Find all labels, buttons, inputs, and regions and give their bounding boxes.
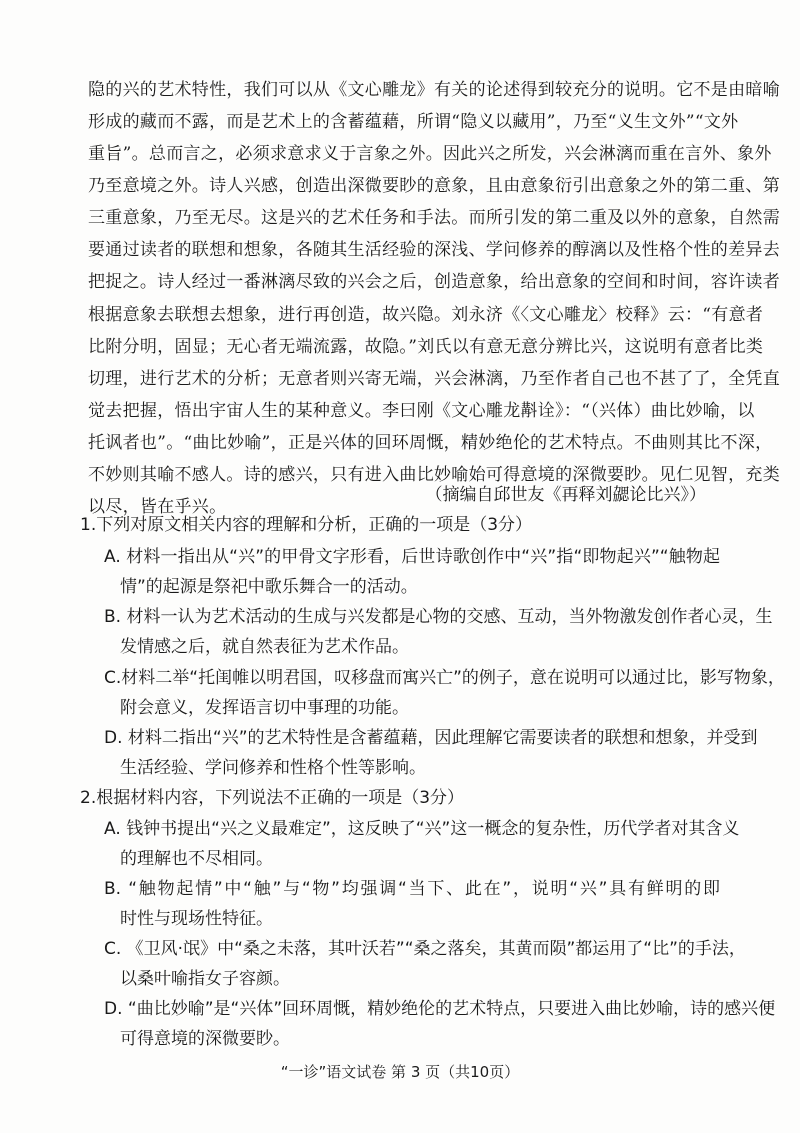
passage-line: 切理，进行艺术的分析；无意者则兴寄无端，兴会淋漓，乃至作者自己也不甚了了，全凭直 [88, 369, 780, 389]
passage-line: 乃至意境之外。诗人兴感，创造出深微要眇的意象，且由意象衍引出意象之外的第二重、第 [88, 176, 780, 196]
question-1-option-c-cont: 附会意义，发挥语言切中事理的功能。 [120, 698, 409, 718]
passage-line: 隐的兴的艺术特性，我们可以从《文心雕龙》有关的论述得到较充分的说明。它不是由暗喻 [88, 80, 780, 100]
question-1-option-a-cont: 情”的起源是祭祀中歌乐舞合一的活动。 [120, 577, 418, 597]
question-2-option-c-cont: 以桑叶喻指女子容颜。 [120, 969, 290, 989]
passage-line: 要通过读者的联想和想象，各随其生活经验的深浅、学问修养的醇漓以及性格个性的差异去 [88, 240, 780, 260]
question-2-option-a: A. 钱钟书提出“兴之义最难定”，这反映了“兴”这一概念的复杂性，历代学者对其含义 [104, 819, 740, 839]
question-1-title: 1.下列对原文相关内容的理解和分析，正确的一项是（3分） [80, 515, 533, 535]
passage-line: 托讽者也”。“曲比妙喻”，正是兴体的回环周慨，精妙绝伦的艺术特点。不曲则其比不深， [88, 433, 773, 453]
passage-line: 把捉之。诗人经过一番淋漓尽致的兴会之后，创造意象，给出意象的空间和时间，容许读者 [88, 272, 780, 292]
question-2-option-b-cont: 时性与现场性特征。 [120, 909, 273, 929]
question-1-option-b: B. 材料一认为艺术活动的生成与兴发都是心物的交感、互动，当外物激发创作者心灵，生 [104, 607, 773, 627]
question-2-title: 2.根据材料内容，下列说法不正确的一项是（3分） [80, 788, 465, 808]
question-2-option-c: C. 《卫风·氓》中“桑之未落，其叶沃若”“桑之落矣，其黄而陨”都运用了“比”的手法， [104, 939, 746, 959]
passage-source: （摘编自邱世友《再释刘勰论比兴》） [425, 485, 706, 505]
question-1-option-b-cont: 发情感之后，就自然表征为艺术作品。 [120, 637, 409, 657]
passage-line: 觉去把握，悟出宇宙人生的某种意义。李曰刚《文心雕龙斠诠》：“（兴体）曲比妙喻，以 [88, 401, 755, 421]
passage-line: 比附分明，固显；无心者无端流露，故隐。”刘氏以有意无意分辨比兴，这说明有意者比类 [88, 337, 764, 357]
passage-line: 根据意象去联想去想象，进行再创造，故兴隐。刘永济《〈文心雕龙〉校释》云：“有意者 [88, 305, 764, 325]
question-1-option-c: C.材料二举“托闺帷以明君国，叹移盘而寓兴亡”的例子，意在说明可以通过比，影写物象， [104, 668, 785, 688]
passage-line: 形成的藏而不露，而是艺术上的含蓄蕴藉，所谓“隐义以藏用”，乃至“义生文外”“文外 [88, 112, 739, 132]
passage-line: 以尽，皆在乎兴。 [88, 497, 227, 517]
question-2-option-d-cont: 可得意境的深微要眇。 [120, 1029, 290, 1049]
question-2-option-b: B. “触物起情”中“触”与“物”均强调“当下、此在”，说明“兴”具有鲜明的即 [104, 879, 720, 899]
passage-line: 重旨”。总而言之，必须求意求义于言象之外。因此兴之所发，兴会淋漓而重在言外、象外 [88, 144, 772, 164]
page-footer: “一诊”语文试卷 第 3 页（共10页） [280, 1063, 520, 1081]
passage-line: 三重意象，乃至无尽。这是兴的艺术任务和手法。而所引发的第二重及以外的意象，自然需 [88, 208, 780, 228]
question-2-option-a-cont: 的理解也不尽相同。 [120, 849, 273, 869]
passage-line: 不妙则其喻不感人。诗的感兴，只有进入曲比妙喻始可得意境的深微要眇。见仁见智，充类 [88, 465, 780, 485]
question-2-option-d: D. “曲比妙喻”是“兴体”回环周慨，精妙绝伦的艺术特点，只要进入曲比妙喻，诗的感兴便 [104, 999, 776, 1019]
question-1-option-d-cont: 生活经验、学问修养和性格个性等影响。 [120, 758, 426, 778]
question-1-option-a: A. 材料一指出从“兴”的甲骨文字形看，后世诗歌创作中“兴”指“即物起兴”“触物起 [104, 547, 720, 567]
question-1-option-d: D. 材料二指出“兴”的艺术特性是含蓄蕴藉，因此理解它需要读者的联想和想象，并受到 [104, 728, 758, 748]
